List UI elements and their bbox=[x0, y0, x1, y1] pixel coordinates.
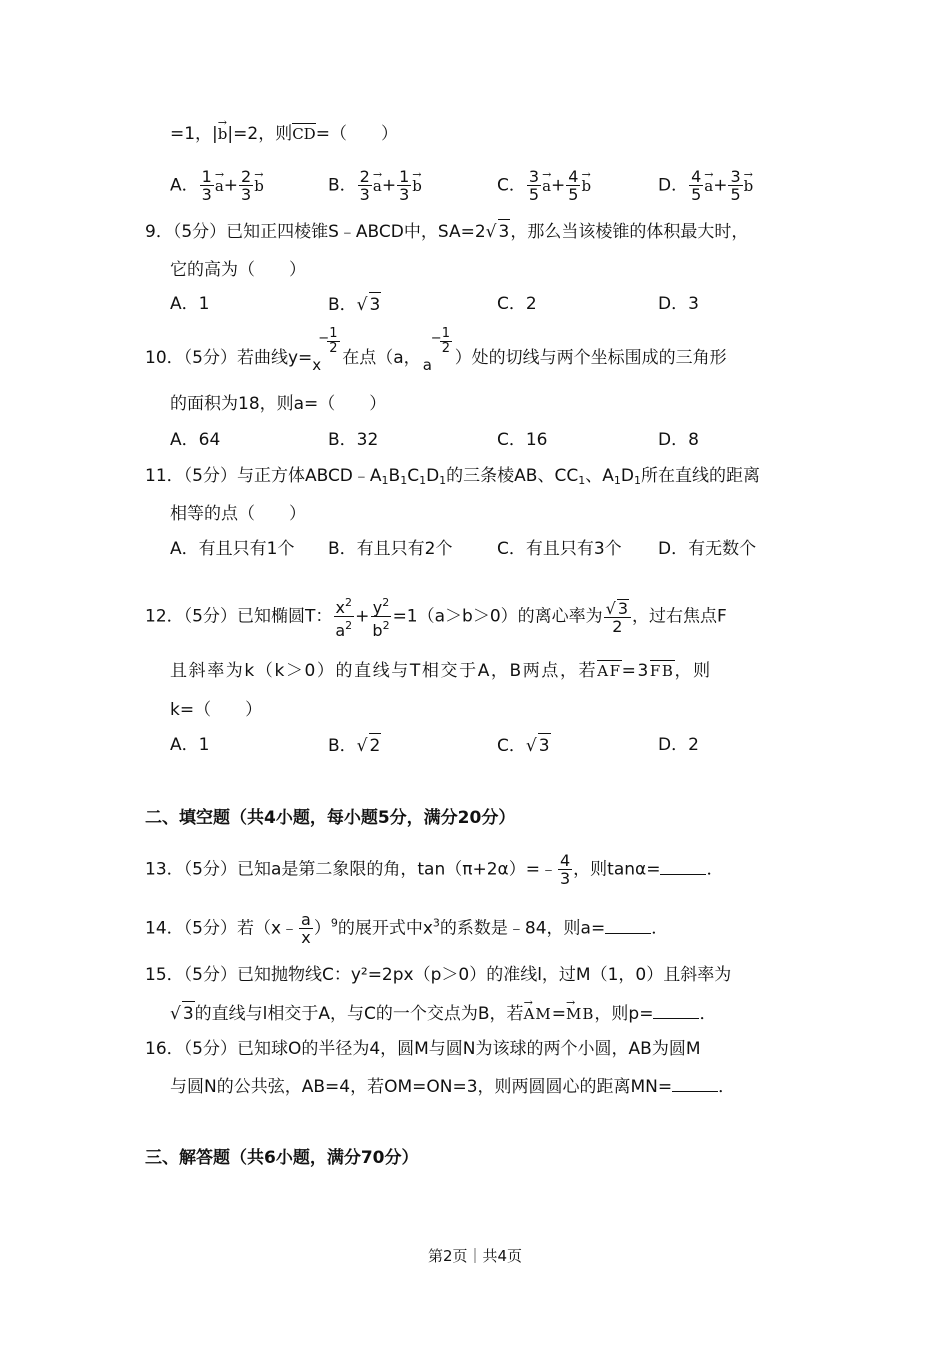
q9-option-b[interactable]: B．√ 3 bbox=[328, 292, 381, 317]
sqrt-3: √ 3 bbox=[170, 1004, 195, 1024]
q11-option-a[interactable]: A．有且只有1个 bbox=[170, 539, 295, 559]
eccentricity-fraction: $\frac{√ 3}{2}$ bbox=[604, 599, 631, 635]
q8-stem-line: =1，|→ b|=2，则CD=（ ） bbox=[170, 122, 398, 146]
q15-stem-line1: 15．（5分）已知抛物线C：y²=2px（p＞0）的准线l，过M（1，0）且斜率为 bbox=[145, 965, 732, 985]
y2-over-b2: $\frac{y^2}{b^2}$ bbox=[372, 596, 390, 640]
q12-option-b[interactable]: B．√ 2 bbox=[328, 733, 381, 758]
q10-option-b[interactable]: B．32 bbox=[328, 430, 379, 450]
q12-option-a[interactable]: A．1 bbox=[170, 735, 210, 755]
vector-fb: FB bbox=[649, 662, 675, 680]
q16-stem-line1: 16．（5分）已知球O的半径为4，圆M与圆N为该球的两个小圆，AB为圆M bbox=[145, 1039, 701, 1059]
q16-stem-line2: 与圆N的公共弦，AB=4，若OM=ON=3，则两圆圆心的距离MN= ． bbox=[170, 1077, 736, 1097]
power-a: a − $\frac{1}{2}$ bbox=[422, 326, 450, 374]
q12-option-c[interactable]: C．√ 3 bbox=[497, 733, 551, 758]
q12-stem-line1: 12．（5分）已知椭圆T： $\frac{x^2}{a^2}$ + $\frac{y^2}{b^2}$ =1（a＞b＞0）的离心率为 $\frac{√ 3}{2}$ ，过右焦点F bbox=[145, 596, 727, 640]
vector-cd: CD bbox=[292, 125, 316, 143]
q12-stem-line3: k=（ ） bbox=[170, 700, 263, 720]
x2-over-a2: $\frac{x^2}{a^2}$ bbox=[335, 596, 353, 640]
q8-option-a[interactable]: A． $\frac{1}{3}$ → a+ $\frac{2}{3}$ → b bbox=[170, 168, 264, 203]
q8-option-b[interactable]: B． $\frac{2}{3}$ → a+ $\frac{1}{3}$ → b bbox=[328, 168, 422, 203]
q11-option-c[interactable]: C．有且只有3个 bbox=[497, 539, 622, 559]
q9-stem-line1: 9．（5分）已知正四棱锥S﹣ABCD中，SA=2√ 3，那么当该棱锥的体积最大时， bbox=[145, 219, 748, 244]
q11-stem-line2: 相等的点（ ） bbox=[170, 504, 306, 524]
q13-stem: 13．（5分）已知a是第二象限的角，tan（π+2α）=﹣ $\frac{4}{3}$ ，则tanα= ． bbox=[145, 851, 724, 888]
q11-option-d[interactable]: D．有无数个 bbox=[658, 539, 757, 559]
q12-option-d[interactable]: D．2 bbox=[658, 735, 699, 755]
vector-mb: → MB bbox=[566, 1002, 594, 1026]
vector-am: → AM bbox=[524, 1002, 552, 1026]
q8-option-c[interactable]: C． $\frac{3}{5}$ → a+ $\frac{4}{5}$ → b bbox=[497, 168, 591, 203]
q10-stem-line1: 10．（5分）若曲线y= x − $\frac{1}{2}$ 在点（a， a − $\frac{1}{2}$ ）处的切线与两个坐标围成的三角形 bbox=[145, 326, 727, 374]
q15-stem-line2: √ 3的直线与l相交于A，与C的一个交点为B，若→ AM=→ MB，则p= ． bbox=[170, 1001, 716, 1026]
answer-blank[interactable] bbox=[605, 917, 651, 934]
section-2-heading: 二、填空题（共4小题，每小题5分，满分20分） bbox=[145, 808, 516, 828]
q10-option-a[interactable]: A．64 bbox=[170, 430, 221, 450]
q10-option-d[interactable]: D．8 bbox=[658, 430, 699, 450]
q9-option-c[interactable]: C．2 bbox=[497, 294, 537, 314]
answer-blank[interactable] bbox=[653, 1002, 699, 1019]
vector-b: → b bbox=[218, 122, 228, 146]
q11-option-b[interactable]: B．有且只有2个 bbox=[328, 539, 453, 559]
q10-stem-line2: 的面积为18，则a=（ ） bbox=[170, 394, 387, 414]
q9-option-a[interactable]: A．1 bbox=[170, 294, 210, 314]
q14-stem: 14．（5分）若（x﹣ $\frac{a}{x}$ ）$^9$的展开式中$x^3$的系数是﹣84，则a= ． bbox=[145, 910, 669, 947]
power-x: x − $\frac{1}{2}$ bbox=[312, 326, 338, 374]
q10-option-c[interactable]: C．16 bbox=[497, 430, 548, 450]
answer-blank[interactable] bbox=[672, 1075, 718, 1092]
q8-option-d[interactable]: D． $\frac{4}{5}$ → a+ $\frac{3}{5}$ → b bbox=[658, 168, 753, 203]
q11-stem-line1: 11．（5分）与正方体$ABCD﹣A_1B_1C_1D_1$的三条棱AB、$CC_1$、$A_1D_1$所在直线的距离 bbox=[145, 466, 760, 487]
q12-stem-line2: 且斜率为k（k＞0）的直线与T相交于A，B两点，若AF=3FB，则 bbox=[170, 661, 712, 681]
page-footer: 第2页｜共4页 bbox=[427, 1247, 523, 1265]
q9-stem-line2: 它的高为（ ） bbox=[170, 260, 306, 280]
q9-option-d[interactable]: D．3 bbox=[658, 294, 699, 314]
section-3-heading: 三、解答题（共6小题，满分70分） bbox=[145, 1148, 419, 1168]
sqrt-3: √ 3 bbox=[486, 222, 511, 242]
vector-af: AF bbox=[597, 662, 622, 680]
answer-blank[interactable] bbox=[660, 858, 706, 875]
